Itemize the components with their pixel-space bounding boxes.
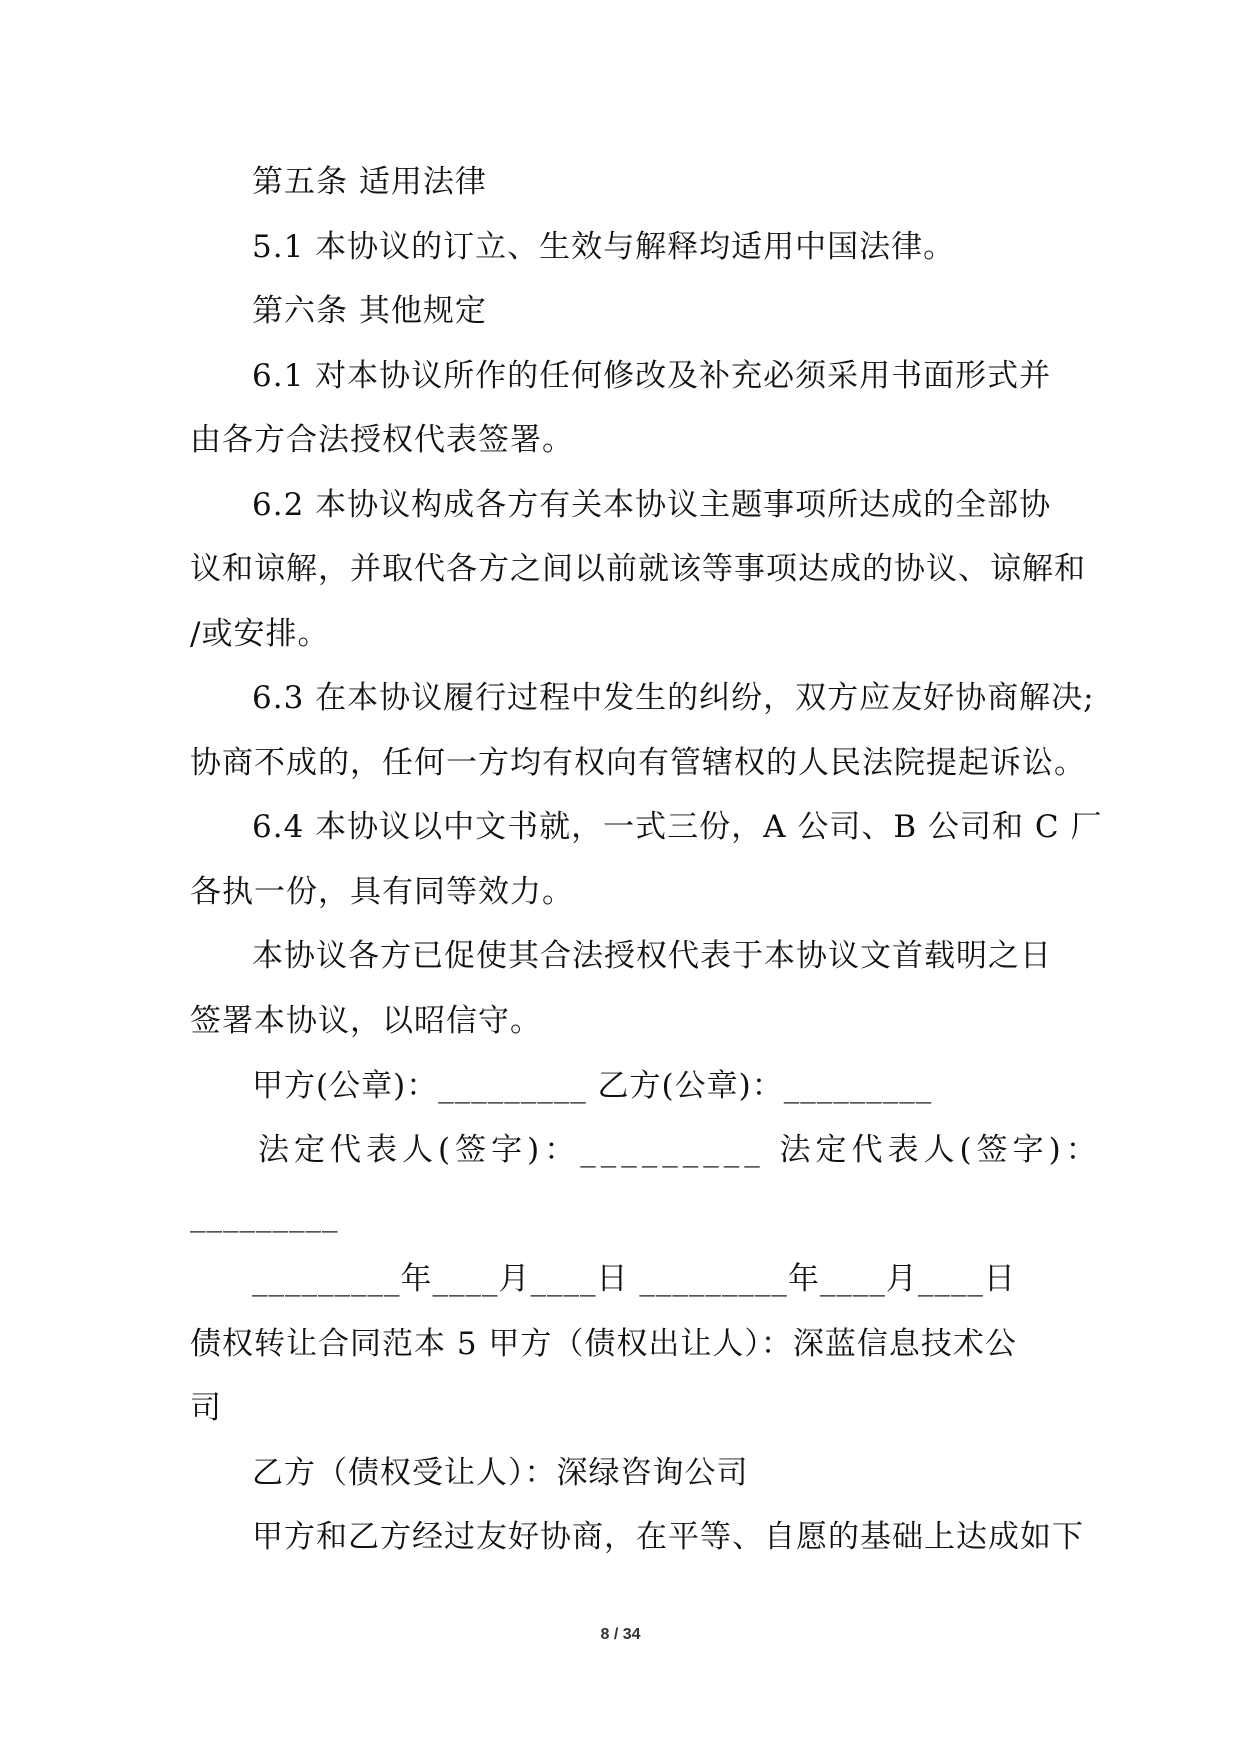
heading-article-6: 第六条 其他规定 bbox=[252, 293, 487, 329]
signature-representative-line: 法定代表人(签字)：_________ 法定代表人(签字)： bbox=[258, 1132, 1102, 1168]
closing-paragraph-line-1: 本协议各方已促使其合法授权代表于本协议文首载明之日 bbox=[252, 938, 1052, 974]
paragraph-6-1-line-1: 6.1 对本协议所作的任何修改及补充必须采用书面形式并 bbox=[252, 358, 1052, 394]
party-b-line: 乙方（债权受让人）：深绿咨询公司 bbox=[252, 1455, 749, 1491]
contract-template-5-heading: 债权转让合同范本 5 甲方（债权出让人）：深蓝信息技术公 bbox=[190, 1326, 1017, 1362]
paragraph-6-3-line-2: 协商不成的，任何一方均有权向有管辖权的人民法院提起诉讼。 bbox=[190, 745, 1086, 781]
paragraph-6-4-line-2: 各执一份，具有同等效力。 bbox=[190, 874, 574, 910]
heading-article-5: 第五条 适用法律 bbox=[252, 164, 487, 200]
closing-paragraph-line-2: 签署本协议，以昭信守。 bbox=[190, 1003, 542, 1039]
paragraph-6-4-line-1: 6.4 本协议以中文书就，一式三份，A 公司、B 公司和 C 厂 bbox=[252, 809, 1103, 845]
paragraph-5-1: 5.1 本协议的订立、生效与解释均适用中国法律。 bbox=[252, 229, 956, 265]
signature-representative-blank: _________ bbox=[190, 1197, 339, 1233]
paragraph-6-1-line-2: 由各方合法授权代表签署。 bbox=[190, 422, 574, 458]
page-number: 8 / 34 bbox=[600, 1626, 641, 1643]
paragraph-6-2-line-2: 议和谅解，并取代各方之间以前就该等事项达成的协议、谅解和 bbox=[190, 551, 1086, 587]
signature-seal-line: 甲方(公章)：_________ 乙方(公章)：_________ bbox=[252, 1068, 933, 1104]
paragraph-6-2-line-3: /或安排。 bbox=[190, 616, 330, 652]
paragraph-6-2-line-1: 6.2 本协议构成各方有关本协议主题事项所达成的全部协 bbox=[252, 487, 1052, 523]
contract-template-5-heading-continued: 司 bbox=[190, 1390, 222, 1426]
paragraph-6-3-line-1: 6.3 在本协议履行过程中发生的纠纷，双方应友好协商解决; bbox=[252, 680, 1095, 716]
agreement-intro-line: 甲方和乙方经过友好协商，在平等、自愿的基础上达成如下 bbox=[252, 1519, 1084, 1555]
signature-date-line: _________年____月____日 _________年____月____日 bbox=[252, 1261, 1016, 1297]
